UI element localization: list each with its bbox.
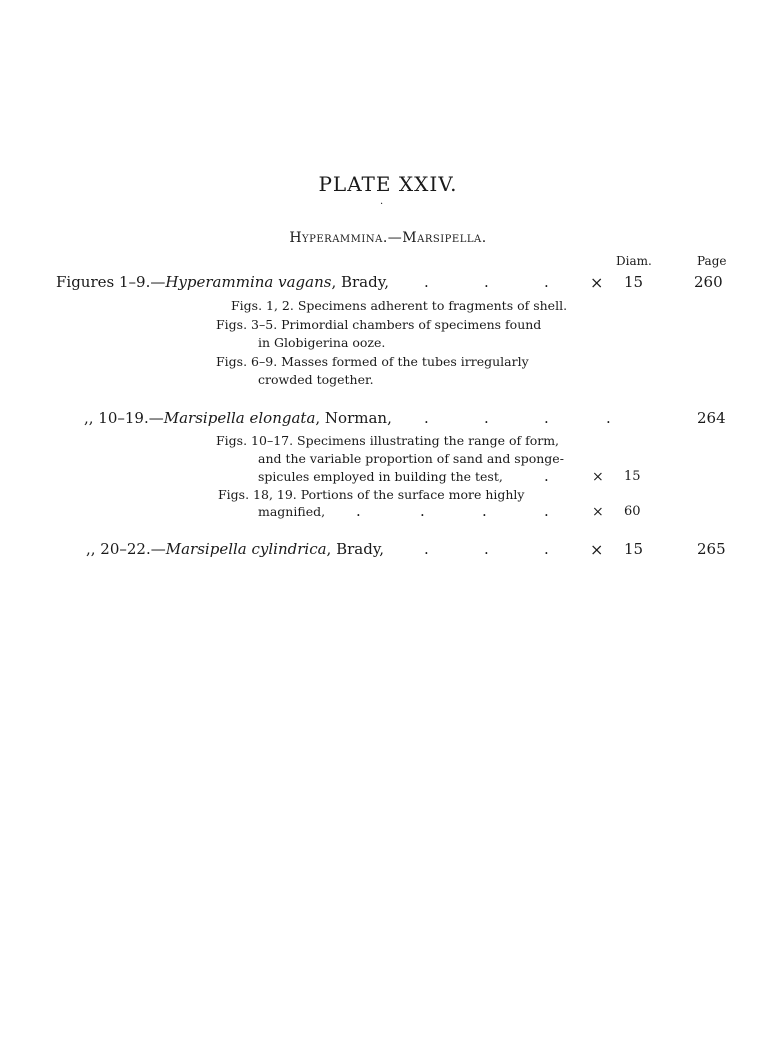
figure-detail: Figs. 10–17. Specimens illustrating the range of form, [216, 433, 560, 448]
leader-dot: . [544, 467, 549, 485]
diam-value: 15 [624, 273, 644, 291]
leader-dot: . [484, 273, 489, 291]
leader-dot: . [420, 502, 425, 520]
entry-prefix: Figures 1–9.— [56, 273, 166, 291]
leader-dot: . [544, 502, 549, 520]
leader-dot: . [544, 273, 549, 291]
leader-dot: . [544, 540, 549, 558]
species-author: , Brady, [331, 273, 389, 291]
entry-heading [86, 540, 384, 558]
leader-dot: . [606, 409, 611, 427]
title-mark: . [380, 196, 384, 207]
figure-detail: crowded together. [258, 372, 374, 387]
figure-detail: Figs. 18, 19. Portions of the surface more highly [218, 487, 525, 502]
figure-detail: Figs. 6–9. Masses formed of the tubes irregularly [216, 354, 529, 369]
entry-prefix: ,, 20–22.— [86, 540, 166, 558]
species-name: Marsipella elongata [163, 409, 316, 427]
diam-value: 15 [624, 540, 644, 558]
figure-detail: and the variable proportion of sand and sponge- [258, 451, 564, 466]
figure-detail: in Globigerina ooze. [258, 335, 386, 350]
magnification-times: × [590, 273, 604, 292]
diam-value: 60 [624, 504, 641, 519]
entry-heading [56, 273, 389, 291]
leader-dot: . [424, 409, 429, 427]
page-column-header: Page [697, 254, 727, 268]
plate-subtitle: Hyperammina.—Marsipella. [289, 230, 487, 246]
figure-detail: magnified, [258, 504, 326, 519]
page-number: 260 [694, 273, 723, 291]
page-number: 264 [697, 409, 726, 427]
figure-detail: spicules employed in building the test, [258, 469, 503, 484]
page-number: 265 [697, 540, 726, 558]
diam-value: 15 [624, 469, 641, 484]
figure-detail: Figs. 3–5. Primordial chambers of specimens found [216, 317, 542, 332]
plate-title: PLATE XXIV. [318, 172, 458, 196]
leader-dot: . [484, 409, 489, 427]
leader-dot: . [424, 273, 429, 291]
magnification-times: × [590, 540, 604, 559]
species-author: , Brady, [326, 540, 385, 558]
magnification-times: × [592, 469, 604, 485]
leader-dot: . [484, 540, 489, 558]
leader-dot: . [424, 540, 429, 558]
species-name: Hyperammina vagans [165, 273, 332, 291]
diam-column-header: Diam. [616, 254, 652, 268]
species-name: Marsipella cylindrica [165, 540, 327, 558]
leader-dot: . [544, 409, 549, 427]
leader-dot: . [482, 502, 487, 520]
species-author: , Norman, [315, 409, 392, 427]
leader-dot: . [356, 502, 361, 520]
magnification-times: × [592, 504, 604, 520]
entry-prefix: ,, 10–19.— [84, 409, 164, 427]
entry-heading [84, 409, 392, 427]
figure-detail: Figs. 1, 2. Specimens adherent to fragments of shell. [231, 298, 568, 313]
